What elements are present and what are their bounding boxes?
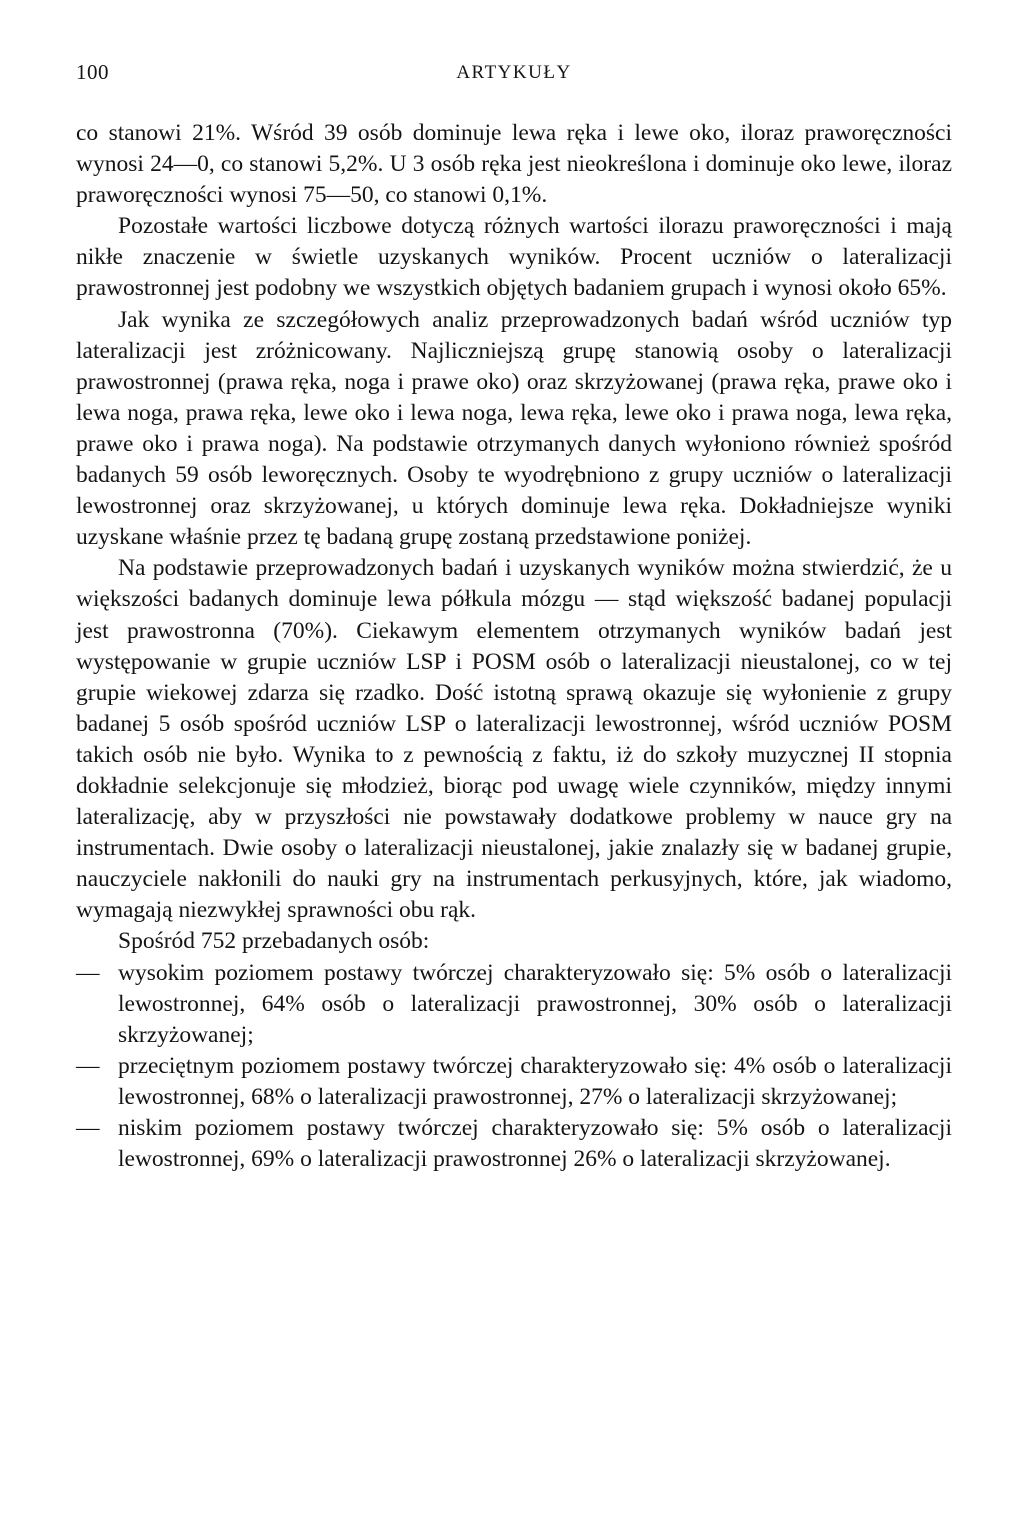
list-item-text: wysokim poziomem postawy twórczej charakteryzowało się: 5% osób o lateralizacji lewostronnej, 64% osób o lateralizacji prawostronnej, 30% osób o lateralizacji skrzyżowanej; [118, 959, 952, 1048]
running-title: ARTYKUŁY [456, 62, 572, 83]
results-list [76, 958, 952, 1176]
dash-marker: — [76, 1052, 100, 1079]
list-item [76, 1113, 952, 1175]
list-item-text: przeciętnym poziomem postawy twórczej charakteryzowało się: 4% osób o lateralizacji lewostronnej, 68% o lateralizacji prawostronnej, 27% o lateralizacji skrzyżowanej; [118, 1052, 952, 1110]
page-header [76, 60, 952, 100]
page-number: 100 [76, 60, 109, 84]
list-item [76, 1051, 952, 1113]
paragraph: co stanowi 21%. Wśród 39 osób dominuje lewa ręka i lewe oko, iloraz praworęczności wynosi 24—0, co stanowi 5,2%. U 3 osób ręka jest nieokreślona i dominuje oko lewe, iloraz praworęczności wynosi 75—50, co stanowi 0,1%. [76, 120, 952, 209]
paragraph: Na podstawie przeprowadzonych badań i uzyskanych wyników można stwierdzić, że u większości badanych dominuje lewa półkula mózgu — stąd większość badanej populacji jest prawostronna (70%). Ciekawym elementem otrzymanych wyników badań jest występowanie w grupie uczniów LSP i POSM osób o lateralizacji nieustalonej, co w tej grupie wiekowej zdarza się rzadko. Dość istotną sprawą okazuje się wyłonienie z grupy badanej 5 osób spośród uczniów LSP o lateralizacji lewostronnej, wśród uczniów POSM takich osób nie było. Wynika to z pewnością z faktu, iż do szkoły muzycznej II stopnia dokładnie selekcjonuje się młodzież, biorąc pod uwagę wiele czynników, między innymi lateralizację, aby w przyszłości nie powstawały dodatkowe problemy w nauce gry na instrumentach. Dwie osoby o lateralizacji nieustalonej, jakie znalazły się w badanej grupie, nauczyciele nakłonili do nauki gry na instrumentach perkusyjnych, które, jak wiadomo, wymagają niezwykłej sprawności obu rąk. [76, 555, 952, 924]
paragraph: Pozostałe wartości liczbowe dotyczą różnych wartości ilorazu praworęczności i mają nikłe znaczenie w świetle uzyskanych wyników. Procent uczniów o lateralizacji prawostronnej jest podobny we wszystkich objętych badaniem grupach i wynosi około 65%. [76, 213, 952, 302]
dash-marker: — [76, 1115, 100, 1141]
list-intro: Spośród 752 przebadanych osób: [118, 928, 430, 955]
dash-marker: — [76, 959, 100, 986]
list-item-text: niskim poziomem postawy twórczej charakteryzowało się: 5% osób o lateralizacji lewostronnej, 69% o lateralizacji prawostronnej 26% o lateralizacji skrzyżowanej. [118, 1115, 952, 1173]
list-item [76, 958, 952, 1051]
paragraph: Jak wynika ze szczegółowych analiz przeprowadzonych badań wśród uczniów typ lateralizacji jest zróżnicowany. Najliczniejszą grupę stanowią osoby o lateralizacji prawostronnej (prawa ręka, noga i prawe oko) oraz skrzyżowanej (prawa ręka, prawe oko i lewa noga, prawa ręka, lewe oko i lewa noga, lewa ręka, lewe oko i prawa noga, lewa ręka, prawe oko i prawa noga). Na podstawie otrzymanych danych wyłoniono również spośród badanych 59 osób leworęcznych. Osoby te wyodrębniono z grupy uczniów o lateralizacji lewostronnej oraz skrzyżowanej, u których dominuje lewa ręka. Dokładniejsze wyniki uzyskane właśnie przez tę badaną grupę zostaną przedstawione poniżej. [76, 306, 952, 551]
document-page [76, 60, 952, 1175]
article-body [76, 118, 952, 1175]
